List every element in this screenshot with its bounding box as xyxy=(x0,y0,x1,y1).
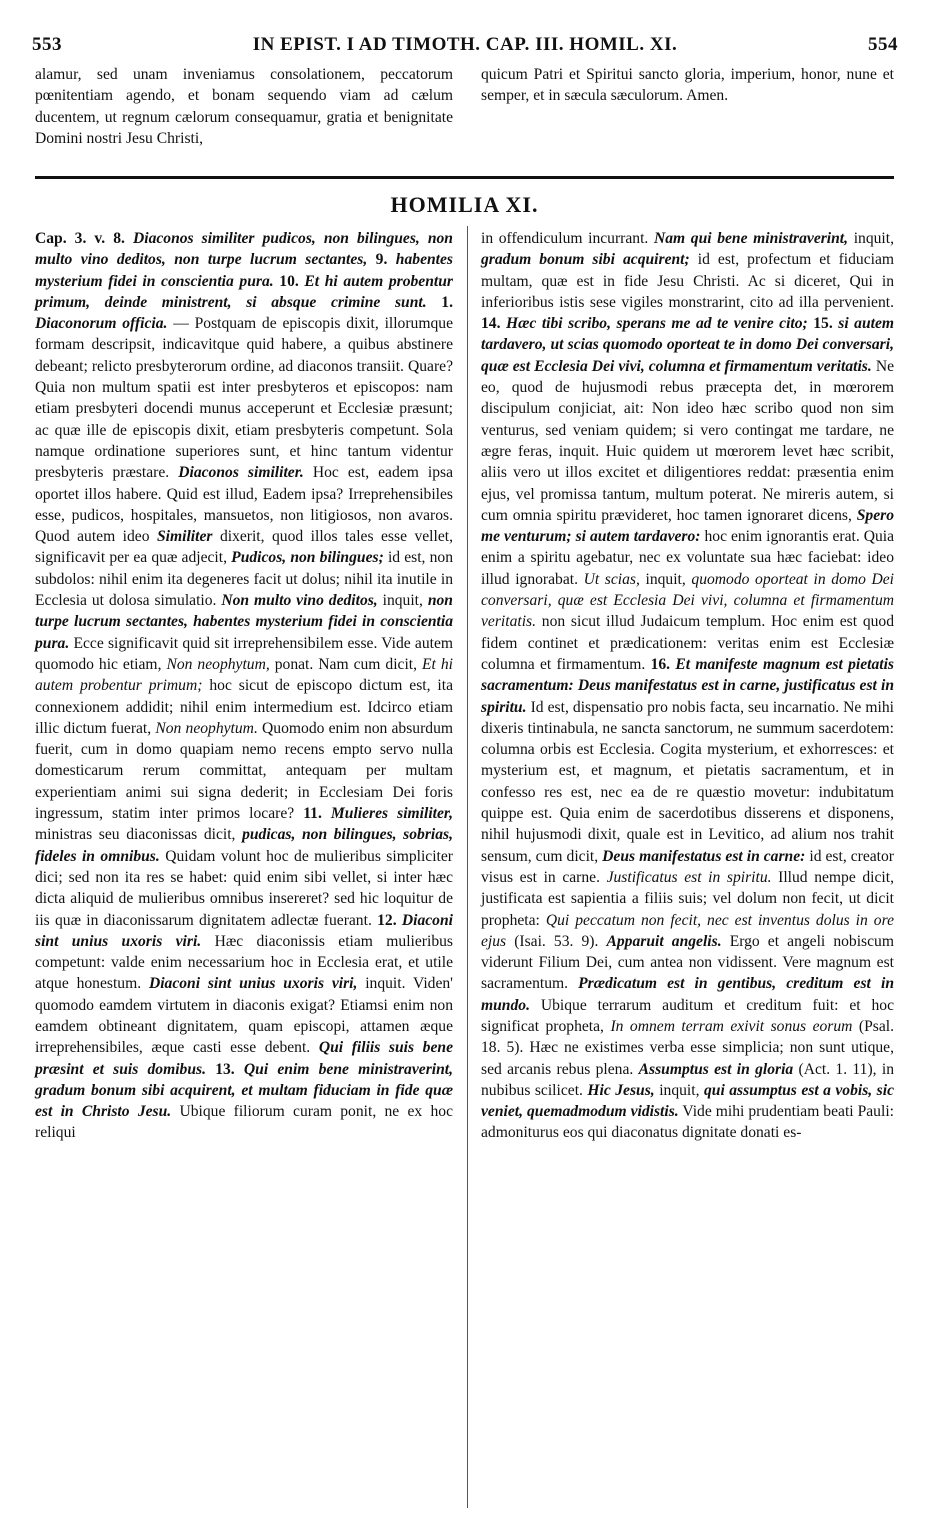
text-segment: inquit, xyxy=(382,592,423,610)
right-paragraph xyxy=(481,228,894,1144)
quote: Hæc tibi scribo, sperans me ad te venire cito; xyxy=(506,315,808,333)
text-segment: Hæc diaconissis etiam mulieribus competunt: valde enim necessarium hoc in Ecclesia erat, et utile atque honestum. xyxy=(35,932,453,993)
text-segment: ministras seu diaconissas dicit, xyxy=(35,826,236,844)
quote: Non neophytum, xyxy=(166,655,270,673)
verse-9-num: 9. xyxy=(375,251,388,269)
quote: Assumptus est in gloria xyxy=(638,1060,794,1078)
text-segment: in nubibus scilicet. xyxy=(481,1060,894,1099)
text-segment: ponat. Nam cum dicit, xyxy=(274,655,418,673)
verse-10-num: 10. xyxy=(279,272,299,290)
top-left-text: alamur, sed unam inveniamus consolationem, peccatorum pœnitentiam agendo, et bonam sequendo viam ad cælum ducentem, ut regnum cælorum consequamur, gratia et benignitate Domini nostri Jesu Christi, xyxy=(35,66,453,147)
quote: Et hi autem probentur primum; xyxy=(35,655,453,695)
quote: qui assumptus est a vobis, sic veniet, quemadmodum vidistis. xyxy=(481,1081,894,1121)
quote: Spero me venturum; si autem tardavero: xyxy=(481,506,894,546)
verse-10: Et hi autem probentur primum, deinde ministrent, si absque crimine sunt. xyxy=(35,272,453,311)
quote: Qui peccatum non fecit, nec est inventus dolus in ore ejus xyxy=(481,911,894,950)
text-segment: Quidam volunt hoc de mulieribus simpliciter dici; sed non ita res se habet: quid enim sibi vellet, si inter hæc dicta aliquid de mulieribus omnibus insereret? sed hic loquitur de iis quæ in diaconissarum dignitatem adlectæ fuerant. xyxy=(35,847,453,929)
quote: Apparuit angelis. xyxy=(606,932,722,950)
top-right-text: quicum Patri et Spiritui sancto gloria, imperium, honor, nune et semper, et in sæcula sæculorum. Amen. xyxy=(481,66,894,105)
text-segment: dixerit, quod illos tales esse vellet, significavit per ea quæ adjecit, xyxy=(35,528,453,567)
right-column xyxy=(481,228,894,1144)
quote: non turpe lucrum sectantes, habentes mysterium fidei in conscientia pura. xyxy=(35,592,453,652)
reference: (Act. 1. 11), xyxy=(798,1060,877,1078)
left-paragraph xyxy=(35,228,453,1144)
page-number-right: 554 xyxy=(868,34,898,55)
text-segment: hoc enim ignorantis erat. Quia enim a spiritu agebatur, nec ex voluntate sua hæc faciebat: ideo illud ignorabat. xyxy=(481,528,895,588)
verse-13-num: 13. xyxy=(215,1060,235,1078)
running-head xyxy=(32,34,898,58)
quote: Non neophytum. xyxy=(155,719,258,737)
text-segment: Hæc ne existimes verba esse simplicia; non sunt utique, sed arcanis rebus plena. xyxy=(481,1039,895,1078)
text-segment: Ne eo, quod de hujusmodi rebus præcepta det, in mœrorem discipulum conjiciat, ait: Non ideo hæc scribo quod non sim venturus, sed veniam quidem; si vero contingat me tardare, ne ægre feras, inquit. Huic quidem ut mœrorem levet hæc scribit, aliis vero ut illos excitet et diligentiores reddat: præsentia enim ejus, vel promissa tantum, multum poterat. Ne mireris autem, si cum omnia spiritu prævideret, hoc tamen ignoraret dicens, xyxy=(481,357,894,524)
text-segment: — Postquam de episcopis dixit, illorumque formam descripsit, indicavitque quid habere, a quibus abstinere debeant; relicto presbyterorum ordine, ad diaconos transiit. Quare? Quia non multum spatii est inter presbyteros et episcopos: nam etiam presbyteri docendi munus acceperunt et Ecclesiæ præsunt; ac quæ ille de episcopis dixit, etiam presbyteris competunt. Sola namque ordinatione superiores sunt, et hinc tantum videntur presbyteris præstare. xyxy=(35,315,453,482)
text-segment: Ubique terrarum auditum et creditum fuit: et hoc significat propheta, xyxy=(481,996,894,1035)
homily-title: HOMILIA XI. xyxy=(390,192,539,217)
text-segment: Ergo et angeli nobiscum viderunt Filium Dei, cum antea non vidissent. Vere magnum est sacramentum. xyxy=(481,932,894,993)
quote: Deus manifestatus est in carne: xyxy=(602,847,806,865)
quote: Non multo vino deditos, xyxy=(221,592,378,610)
quote: Pudicos, non bilingues; xyxy=(231,549,384,567)
quote: Diaconi sint unius uxoris viri. xyxy=(35,911,453,950)
reference: (Isai. 53. 9). xyxy=(514,932,599,950)
quote: gradum bonum sibi acquirent; xyxy=(481,251,690,269)
quote: Diaconi sint unius uxoris viri, xyxy=(148,975,358,993)
text-segment: Ubique filiorum curam ponit, ne ex hoc reliqui xyxy=(35,1103,453,1142)
quote: quomodo oporteat in domo Dei conversari, quæ est Ecclesia Dei vivi, columna et firmamentum veritatis. xyxy=(481,570,895,631)
text-segment: inquit, xyxy=(645,570,686,588)
text-segment: Hoc est, eadem ipsa oportet illos habere. Quid est illud, Eadem ipsa? Irreprehensibiles esse, pudicos, hospitales, mansuetos, non litigiosos, non avaros. Quod autem ideo xyxy=(35,464,453,546)
quote: Ut scias, xyxy=(583,570,640,588)
verse-12-num: 12. xyxy=(377,911,397,929)
text-segment: Ecce significavit quid sit irreprehensibilem esse. Vide autem quomodo hic etiam, xyxy=(35,634,453,673)
quote: pudicas, non bilingues, sobrias, fideles in omnibus. xyxy=(35,826,453,865)
quote: Qui filiis suis bene præsint et suis domibus. xyxy=(35,1039,453,1078)
column-divider xyxy=(467,226,468,1508)
text-segment: Illud nempe dicit, justificata est sapientia a filiis suis; vel dolum non fecit, ut dicit propheta: xyxy=(481,868,894,929)
quote: Mulieres similiter, xyxy=(330,805,454,823)
text-segment: Quomodo enim non absurdum fuerit, cum in domo quapiam nemo recens empto servo nulla domesticarum rerum committat, antequam per multam experientiam animi sui signa dederit; in Ecclesiam Dei foris ingressum, statim inter primos locare? xyxy=(35,719,454,823)
top-right-column xyxy=(481,64,894,107)
text-segment: in offendiculum incurrant. xyxy=(481,230,649,247)
quote: Diaconos similiter. xyxy=(178,464,304,482)
quote: si autem tardavero, ut scias quomodo oporteat te in domo Dei conversari, quæ est Ecclesia Dei vivi, columna et firmamentum veritatis. xyxy=(481,315,895,375)
text-segment: inquit, xyxy=(853,230,894,247)
quote: Similiter xyxy=(157,528,213,546)
text-segment: id est, non subdolos: nihil enim ita degeneres facit ut dolus; nihil ita inutile in Ecclesia ut dolosa simulatio. xyxy=(35,549,453,610)
verse-9: habentes mysterium fidei in conscientia pura. xyxy=(35,251,453,290)
verse-8: Diaconos similiter pudicos, non bilingues, non multo vino deditos, non turpe lucrum sectantes, xyxy=(35,230,453,269)
text-segment: id est, creator visus est in carne. xyxy=(481,847,894,886)
quote: Qui enim bene ministraverint, gradum bonum sibi acquirent, et multam fiduciam in fide quæ est in Christo Jesu. xyxy=(35,1060,453,1121)
text-segment: inquit. Viden' quomodo eamdem virtutem in diaconis exigat? Etiamsi enim non eamdem obtineant dignitatem, quam episcopi, attamen æque irreprehensibiles, æque casti esse debent. xyxy=(35,975,453,1057)
text-segment: non sicut illud Judaicum templum. Hoc enim est quod fidem continet et prædicationem: veritas enim est Ecclesiæ columna et firmamentum. xyxy=(481,613,895,673)
chapter-ref: Cap. 3. v. 8. xyxy=(35,230,125,247)
verse-11-num: 11. xyxy=(303,805,322,823)
quote: Hic Jesus, xyxy=(587,1081,655,1099)
verse-14-num: 14. xyxy=(481,315,501,333)
page-number-left: 553 xyxy=(32,34,62,55)
section-rule xyxy=(35,176,894,179)
text-segment: Id est, dispensatio pro nobis facta, seu incarnatio. Ne mihi dixeris tintinabula, ne sancta sanctorum, ne summum sacerdotem: columna orbis est Ecclesia. Cogita mysterium, et exhorresces: et mysterium est, et magnum, et pietatis sacramentum, et in confesso res est, nec ea de re quæstio movetur: indubitatum quippe est. Quia enim de sacerdotibus disserens et disponens, nihil hujusmodi dixit, quale est in Levitico, ad alium nos trahit sensum, cum dicit, xyxy=(481,698,894,865)
quote: Et manifeste magnum est pietatis sacramentum: Deus manifestatus est in carne, justificatus est in spiritu. xyxy=(481,655,894,716)
text-segment: Vide mihi prudentiam beati Pauli: admoniturus eos qui diaconatus dignitate donati es- xyxy=(481,1103,894,1142)
text-segment: inquit, xyxy=(659,1081,700,1099)
text-segment: id est, profectum et fiduciam multam, quæ est in fide Jesu Christi. Ac si diceret, Qui in inferioribus istis sese vigiles monstrarint, cito ad illa pervenient. xyxy=(481,251,894,311)
verse-16-num: 16. xyxy=(650,655,671,673)
section-1-num: 1. xyxy=(441,293,453,311)
quote: Justificatus est in spiritu. xyxy=(606,868,772,886)
text-segment: hoc sicut de episcopo dictum est, ita connexionem addidit; nihil enim intermedium est. Idcirco etiam illic dictum fuerat, xyxy=(35,677,453,737)
left-column xyxy=(35,228,453,1144)
quote: Prædicatum est in gentibus, creditum est in mundo. xyxy=(481,975,894,1014)
quote: Nam qui bene ministraverint, xyxy=(653,230,849,247)
top-left-column xyxy=(35,64,453,149)
quote: In omnem terram exivit sonus eorum xyxy=(610,1017,853,1035)
reference: (Psal. 18. 5). xyxy=(481,1017,895,1057)
section-1-heading: Diaconorum officia. xyxy=(35,315,168,333)
verse-15-num: 15. xyxy=(813,315,833,333)
running-title: IN EPIST. I AD TIMOTH. CAP. III. HOMIL. XI. xyxy=(252,34,678,55)
